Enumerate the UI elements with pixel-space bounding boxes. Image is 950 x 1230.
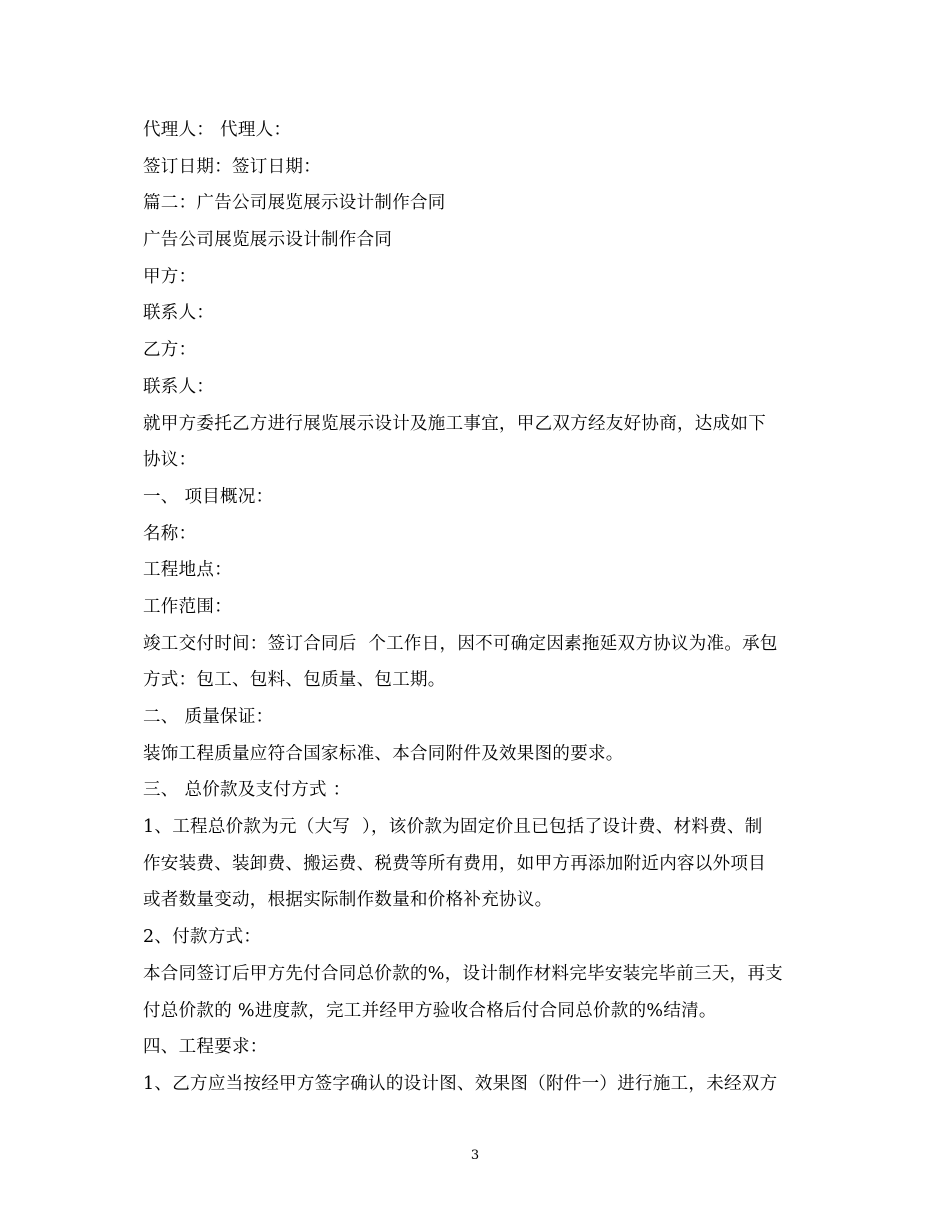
price-paragraph-line-1: 1、工程总价款为元（大写 ），该价款为固定价且已包括了设计费、材料费、制 [143,817,763,838]
payment-method-heading: 2、付款方式： [143,927,262,948]
party-b-contact-line: 联系人： [143,376,215,397]
work-scope-line: 工作范围： [143,596,232,617]
project-name-line: 名称： [143,523,197,544]
price-paragraph-line-2: 作安装费、装卸费、搬运费、税费等所有费用，如甲方再添加附近内容以外项目 [143,853,766,874]
section-4-heading: 四、工程要求： [143,1037,268,1058]
agent-line: 代理人： 代理人： [143,120,292,140]
contract-title: 广告公司展览展示设计制作合同 [143,230,393,251]
document-body [143,112,815,1103]
party-b-line: 乙方： [143,340,197,361]
project-location-line: 工程地点： [143,560,232,581]
payment-paragraph-line-1: 本合同签订后甲方先付合同总价款的%，设计制作材料完毕安装完毕前三天，再支 [143,963,783,984]
preamble-paragraph-line-2: 协议： [143,450,197,471]
delivery-time-paragraph-line-1: 竣工交付时间：签订合同后 个工作日，因不可确定因素拖延双方协议为准。承包 [143,633,778,654]
preamble-paragraph-line-1: 就甲方委托乙方进行展览展示设计及施工事宜，甲乙双方经友好协商，达成如下 [143,413,766,434]
party-a-line: 甲方： [143,266,197,287]
section-3-heading: 三、 总价款及支付方式 ： [143,780,351,801]
requirements-paragraph-line-1: 1、乙方应当按经甲方签字确认的设计图、效果图（附件一）进行施工，未经双方 [143,1073,778,1094]
delivery-time-paragraph-line-2: 方式：包工、包料、包质量、包工期。 [143,670,446,691]
payment-paragraph-line-2: 付总价款的 %进度款，完工并经甲方验收合格后付合同总价款的%结清。 [143,1000,717,1021]
signing-date-line: 签订日期：签订日期： [143,156,321,177]
page-number: 3 [470,1148,480,1163]
party-a-contact-line: 联系人： [143,303,215,324]
section-heading-part-two: 篇二：广告公司展览展示设计制作合同 [143,193,446,214]
section-2-heading: 二、 质量保证： [143,707,274,727]
price-paragraph-line-3: 或者数量变动，根据实际制作数量和价格补充协议。 [143,890,553,911]
section-1-heading: 一、 项目概况： [143,486,274,507]
quality-paragraph: 装饰工程质量应符合国家标准、本合同附件及效果图的要求。 [143,743,624,764]
